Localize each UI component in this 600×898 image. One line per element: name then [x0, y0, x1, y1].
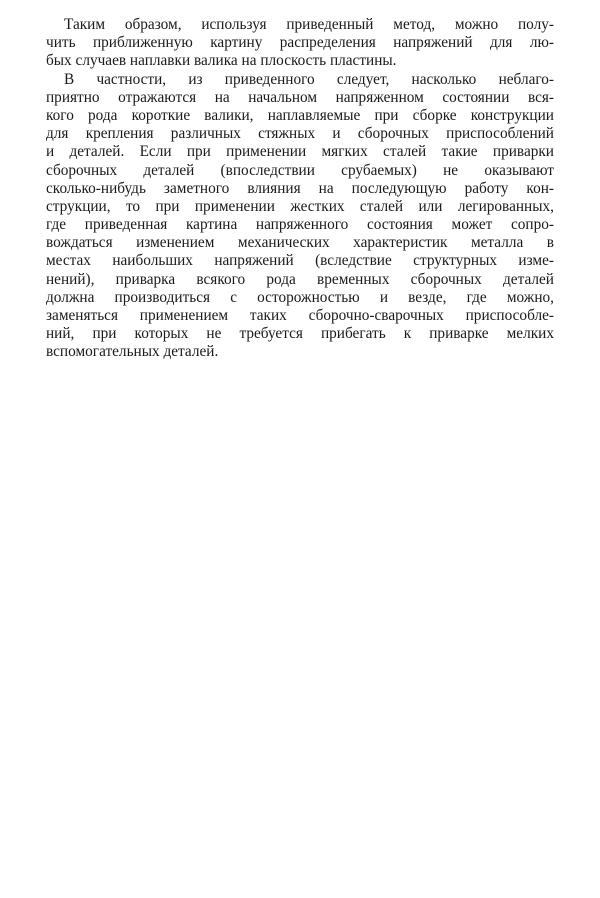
text-line: чить приближенную картину распределения напряжений для лю-	[46, 34, 554, 52]
text-line: где приведенная картина напряженного состояния может сопро-	[46, 216, 554, 234]
text-line: кого рода короткие валики, наплавляемые при сборке конструкции	[46, 106, 554, 124]
text-line: бых случаев наплавки валика на плоскость пластины.	[46, 52, 397, 70]
text-line: сборочных деталей (впоследствии срубаемых) не оказывают	[46, 161, 554, 179]
text-line: приятно отражаются на начальном напряженном состоянии вся-	[46, 88, 554, 106]
text-line: местах наибольших напряжений (вследствие структурных изме-	[46, 252, 554, 270]
text-line: ний, при которых не требуется прибегать к приварке мелких	[46, 325, 554, 343]
text-line: вождаться изменением механических характеристик металла в	[46, 234, 554, 252]
text-line: для крепления различных стяжных и сборочных приспособлений	[46, 125, 554, 143]
text-line: струкции, то при применении жестких сталей или легированных,	[46, 197, 554, 215]
text-line: сколько-нибудь заметного влияния на последующую работу кон-	[46, 179, 554, 197]
body-text	[46, 16, 554, 362]
text-line: должна производиться с осторожностью и везде, где можно,	[46, 288, 554, 306]
text-line: Таким образом, используя приведенный метод, можно полу-	[64, 16, 554, 33]
text-line: В частности, из приведенного следует, насколько неблаго-	[64, 70, 554, 88]
text-line: заменяться применением таких сборочно-сварочных приспособле-	[46, 307, 554, 324]
text-line: нений), приварка всякого рода временных сборочных деталей	[46, 270, 554, 288]
text-line: вспомогательных деталей.	[46, 343, 219, 361]
text-line: и деталей. Если при применении мягких сталей такие приварки	[46, 143, 554, 161]
